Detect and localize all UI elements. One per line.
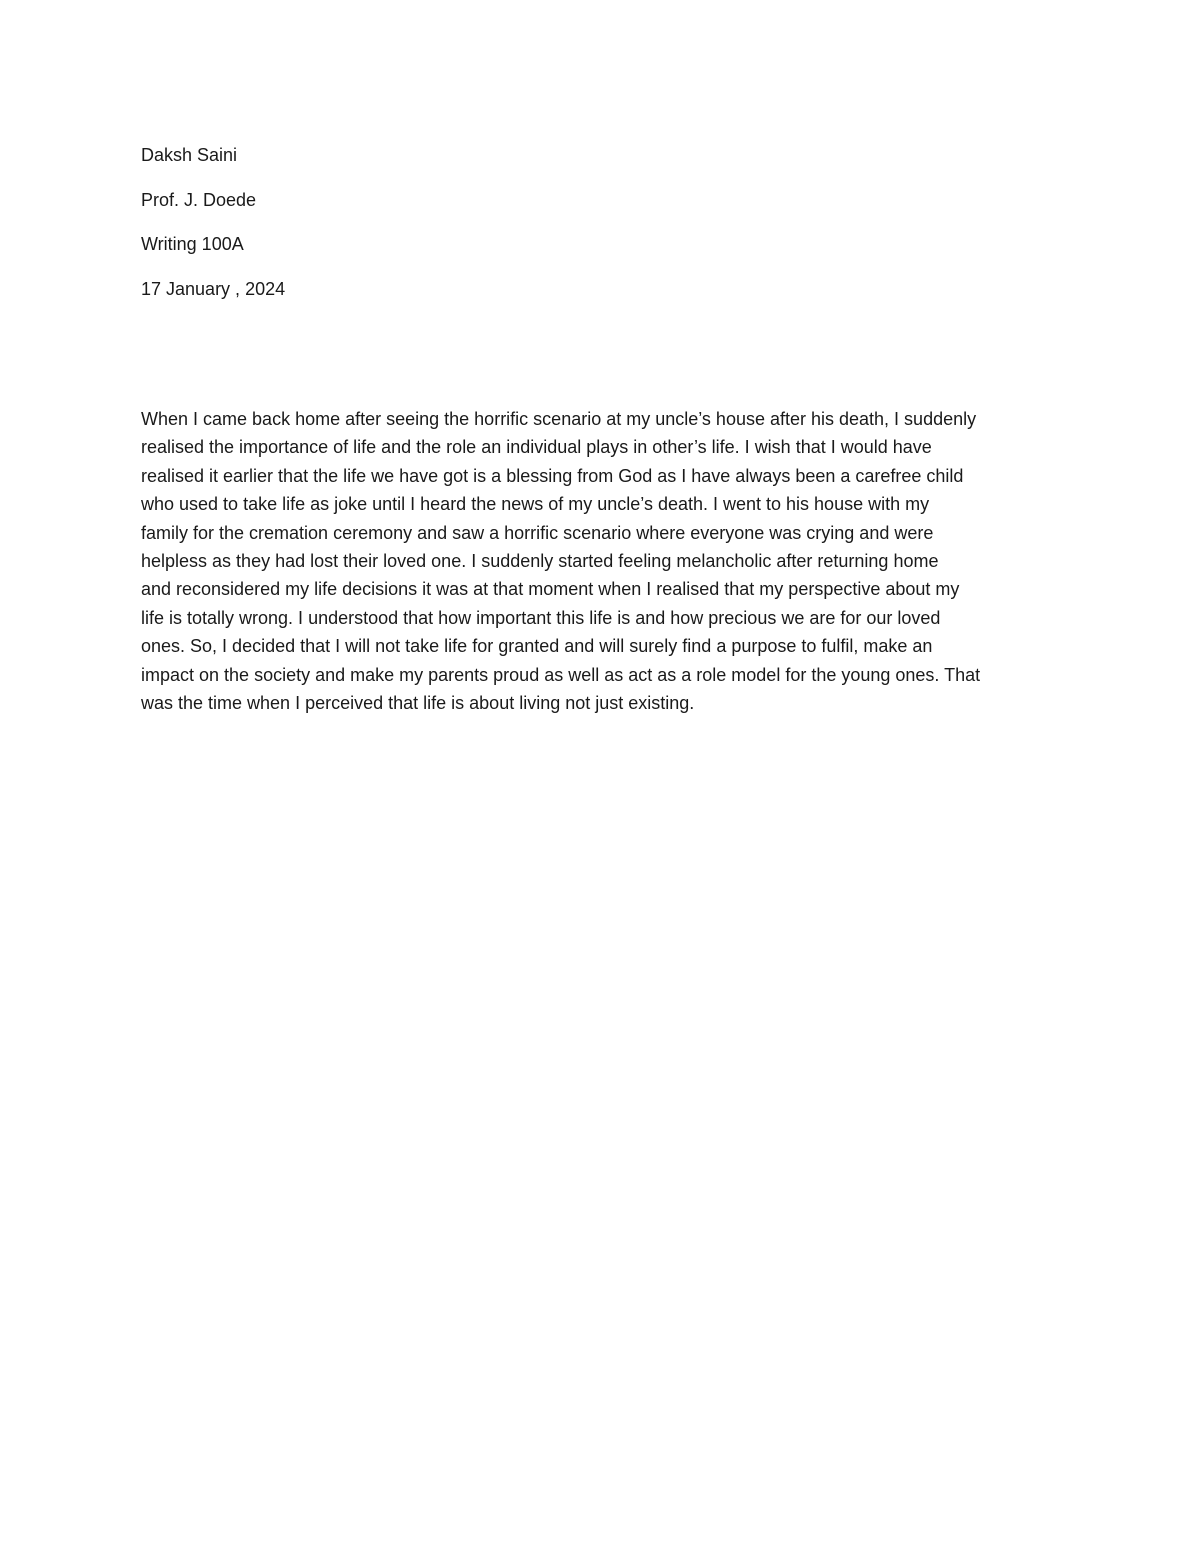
- mla-heading: [141, 141, 1061, 319]
- paragraph-line: family for the cremation ceremony and saw a horrific scenario where everyone was crying and were: [141, 522, 934, 543]
- paragraph-line: ones. So, I decided that I will not take life for granted and will surely find a purpose to fulfil, make an: [141, 636, 933, 657]
- professor-name: Prof. J. Doede: [141, 189, 257, 210]
- student-name: Daksh Saini: [141, 145, 238, 165]
- paragraph-line: When I came back home after seeing the horrific scenario at my uncle’s house after his death, I suddenly: [141, 409, 977, 429]
- paragraph-line: who used to take life as joke until I heard the news of my uncle’s death. I went to his house with my: [141, 494, 930, 515]
- course-name: Writing 100A: [141, 234, 244, 254]
- paragraph-line: was the time when I perceived that life is about living not just existing.: [141, 693, 695, 714]
- document-date: 17 January , 2024: [141, 278, 286, 299]
- paragraph-line: impact on the society and make my parents proud as well as act as a role model for the young ones. That: [141, 664, 981, 685]
- paragraph-line: realised it earlier that the life we have got is a blessing from God as I have always been a carefree child: [141, 465, 964, 486]
- paragraph-line: life is totally wrong. I understood that how important this life is and how precious we are for our loved: [141, 607, 941, 628]
- paragraph-line: and reconsidered my life decisions it was at that moment when I realised that my perspective about my: [141, 579, 960, 600]
- paragraph-line: realised the importance of life and the role an individual plays in other’s life. I wish that I would have: [141, 437, 932, 458]
- paragraph-line: helpless as they had lost their loved one. I suddenly started feeling melancholic after returning home: [141, 551, 939, 572]
- essay-paragraph: [141, 405, 1061, 717]
